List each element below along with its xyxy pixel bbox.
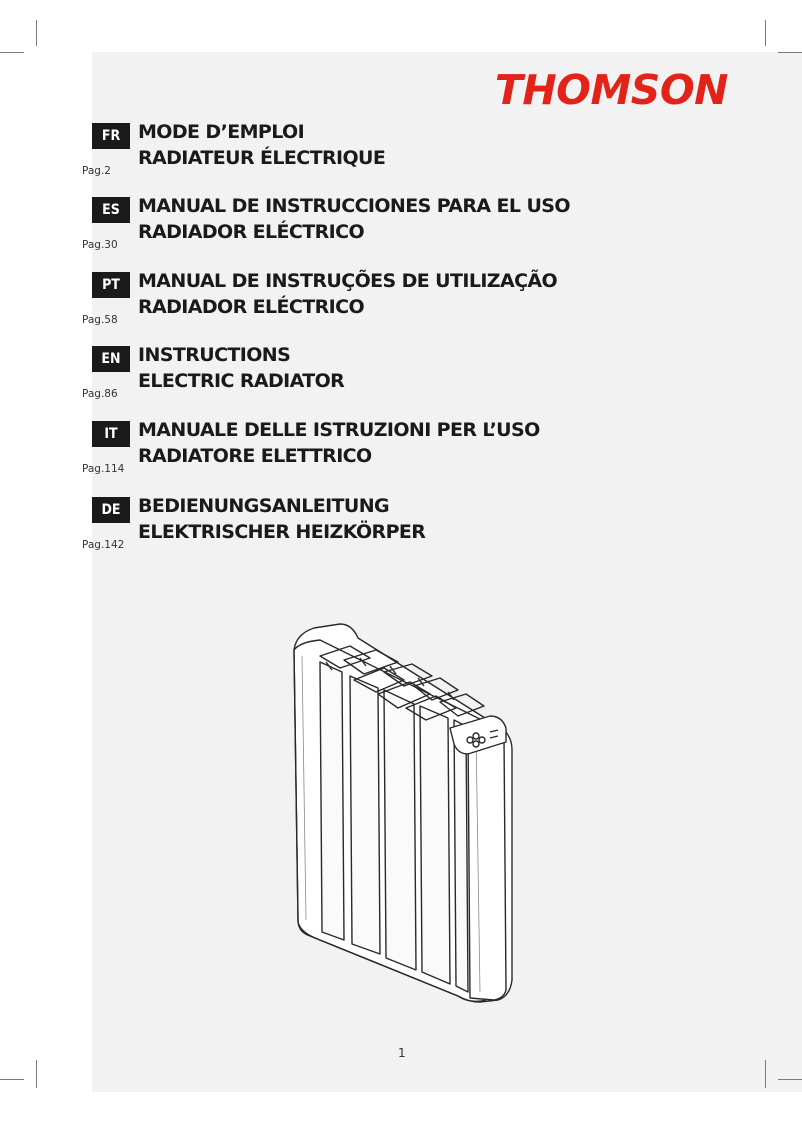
title-line-2: ELECTRIC RADIATOR — [138, 370, 345, 392]
manual-title — [138, 493, 425, 545]
language-section-en — [82, 344, 612, 402]
page-reference: Pag.2 — [82, 165, 111, 177]
manual-title — [138, 417, 540, 469]
title-line-1: MANUALE DELLE ISTRUZIONI PER L’USO — [138, 419, 540, 441]
title-line-1: BEDIENUNGSANLEITUNG — [138, 495, 390, 517]
title-line-2: RADIADOR ELÉCTRICO — [138, 221, 365, 243]
language-badge: EN — [92, 346, 130, 372]
language-section-pt — [82, 270, 612, 328]
page-reference: Pag.86 — [82, 388, 118, 400]
manual-title — [138, 119, 385, 171]
title-line-1: MODE D’EMPLOI — [138, 121, 305, 143]
language-badge: IT — [92, 421, 130, 447]
language-badge: FR — [92, 123, 130, 149]
page-reference: Pag.142 — [82, 539, 125, 551]
crop-mark — [0, 52, 24, 53]
crop-mark — [765, 20, 766, 46]
language-badge: ES — [92, 197, 130, 223]
page-reference: Pag.30 — [82, 239, 118, 251]
electric-radiator-illustration — [280, 620, 520, 1020]
crop-mark — [778, 1079, 802, 1080]
title-line-2: RADIATEUR ÉLECTRIQUE — [138, 147, 386, 169]
title-line-1: MANUAL DE INSTRUÇÕES DE UTILIZAÇÃO — [138, 270, 558, 292]
title-line-2: RADIATORE ELETTRICO — [138, 445, 372, 467]
crop-mark — [0, 1079, 24, 1080]
crop-mark — [765, 1060, 766, 1088]
page-number: 1 — [398, 1046, 406, 1060]
language-section-it — [82, 419, 612, 477]
manual-title — [138, 193, 570, 245]
manual-title — [138, 268, 557, 320]
brand-logo: THOMSON — [494, 66, 728, 114]
title-line-2: ELEKTRISCHER HEIZKÖRPER — [138, 521, 426, 543]
title-line-2: RADIADOR ELÉCTRICO — [138, 296, 365, 318]
manual-title — [138, 342, 344, 394]
crop-mark — [778, 52, 802, 53]
language-badge: PT — [92, 272, 130, 298]
crop-mark — [36, 20, 37, 46]
language-section-de — [82, 495, 612, 553]
page-reference: Pag.114 — [82, 463, 125, 475]
title-line-1: INSTRUCTIONS — [138, 344, 291, 366]
language-section-es — [82, 195, 612, 253]
crop-mark — [36, 1060, 37, 1088]
page-reference: Pag.58 — [82, 314, 118, 326]
language-badge: DE — [92, 497, 130, 523]
language-section-fr — [82, 121, 612, 179]
title-line-1: MANUAL DE INSTRUCCIONES PARA EL USO — [138, 195, 570, 217]
